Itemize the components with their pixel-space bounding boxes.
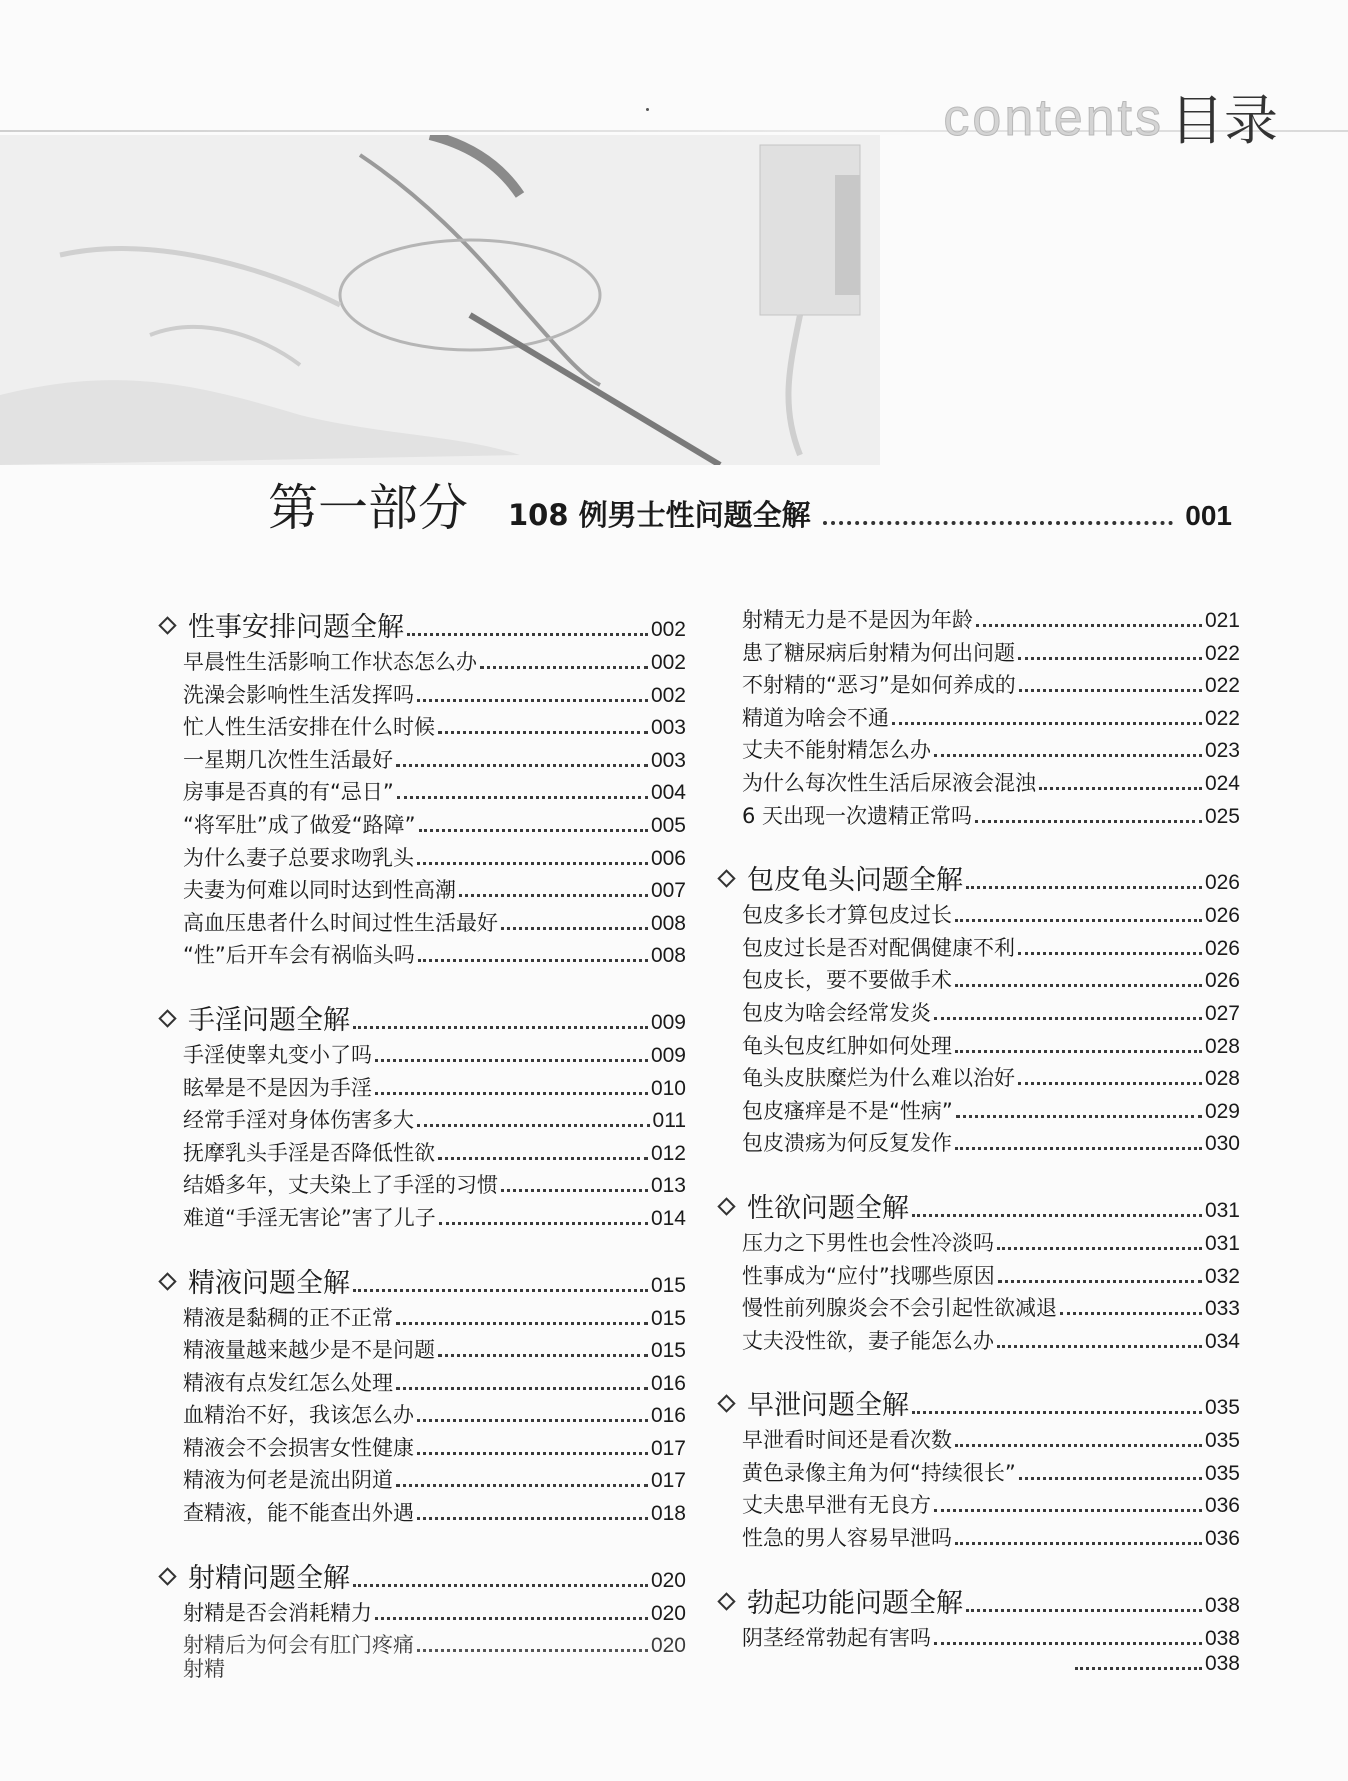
- page-number: 017: [650, 1469, 686, 1493]
- toc-entry[interactable]: [183, 744, 686, 777]
- entry-title: 眩晕是不是因为手淫: [183, 1075, 372, 1100]
- leader-dots: [396, 764, 648, 767]
- entry-title: 查精液，能不能查出外遇: [183, 1501, 414, 1526]
- section-heading: 包皮龟头问题全解: [747, 865, 963, 897]
- page-number: 015: [650, 1306, 686, 1330]
- toc-entry[interactable]: [742, 1457, 1240, 1490]
- entry-title: 不射精的“恶习”是如何养成的: [742, 673, 1016, 698]
- leader-dots: [955, 984, 1202, 987]
- page-number: 011: [652, 1109, 686, 1133]
- toc-entry[interactable]: [183, 1072, 686, 1105]
- leader-dots: [998, 1280, 1202, 1283]
- diamond-bullet-icon: [158, 1567, 176, 1585]
- part-title-row[interactable]: [508, 493, 1232, 534]
- leader-dots: [397, 796, 648, 799]
- leader-dots: [1060, 1312, 1202, 1315]
- toc-entry[interactable]: [183, 1629, 686, 1655]
- entry-title: 忙人性生活安排在什么时候: [183, 715, 435, 740]
- page-number: 025: [1204, 804, 1240, 828]
- leader-dots: [417, 1649, 648, 1652]
- page-number: 020: [650, 1601, 686, 1625]
- entry-title: 精液有点发红怎么处理: [183, 1370, 393, 1395]
- toc-entry[interactable]: [183, 1039, 686, 1072]
- entry-title: 包皮瘙痒是不是“性病”: [742, 1098, 953, 1123]
- page-number: 008: [650, 944, 686, 968]
- page-number: 035: [1204, 1396, 1240, 1420]
- page-number: 002: [650, 651, 686, 674]
- toc-entry[interactable]: [742, 1260, 1240, 1293]
- page-number: 018: [650, 1502, 686, 1526]
- leader-dots: [375, 1092, 648, 1095]
- entry-title: 精液会不会损害女性健康: [183, 1435, 414, 1460]
- toc-entry[interactable]: [183, 679, 686, 712]
- page-number: 026: [1204, 936, 1240, 960]
- toc-entry[interactable]: [742, 964, 1240, 997]
- entry-title: 经常手淫对身体伤害多大: [183, 1108, 414, 1133]
- toc-section: [742, 1388, 1240, 1554]
- entry-title: “将军肚”成了做爱“路障”: [183, 812, 416, 837]
- page-number: 035: [1204, 1461, 1240, 1485]
- toc-entry[interactable]: [742, 1489, 1240, 1522]
- leader-dots: [353, 1289, 648, 1292]
- part-heading: [268, 468, 1232, 540]
- toc-entry[interactable]: [183, 842, 686, 875]
- toc-right-column: [742, 604, 1240, 1711]
- toc-entry[interactable]: [183, 809, 686, 842]
- toc-entry[interactable]: [183, 1497, 686, 1530]
- scan-speck: [646, 108, 649, 111]
- leader-dots: [955, 1444, 1202, 1447]
- toc-entry[interactable]: [183, 1432, 686, 1465]
- page-number: 022: [1204, 674, 1240, 698]
- toc-entry[interactable]: [183, 907, 686, 940]
- page-number: 031: [1204, 1231, 1240, 1255]
- leader-dots: [934, 1017, 1202, 1020]
- page-number: 030: [1204, 1132, 1240, 1156]
- toc-entry[interactable]: [742, 899, 1240, 932]
- page-number: 036: [1204, 1527, 1240, 1551]
- entry-title: 射精后为何会有肛门疼痛: [183, 1633, 414, 1656]
- entry-title: 为什么每次性生活后尿液会混浊: [742, 770, 1036, 795]
- leader-dots: [353, 1584, 648, 1587]
- leader-dots: [1018, 1082, 1202, 1085]
- toc-section: [742, 863, 1240, 1160]
- entry-title: 抚摩乳头手淫是否降低性欲: [183, 1140, 435, 1165]
- page-number: 012: [650, 1141, 686, 1165]
- section-heading: 射精问题全解: [188, 1562, 350, 1594]
- page-number: 004: [650, 781, 686, 805]
- entry-title: 包皮长，要不要做手术: [742, 968, 952, 993]
- page-number: 022: [1204, 641, 1240, 665]
- entry-title: 6 天出现一次遗精正常吗: [742, 803, 973, 828]
- page-number: 003: [650, 716, 686, 740]
- leader-dots: [396, 1322, 648, 1325]
- leader-dots: [966, 1609, 1202, 1612]
- section-heading: 性事安排问题全解: [188, 612, 404, 643]
- part-page-number: 001: [1185, 500, 1232, 531]
- toc-entry[interactable]: [742, 1127, 1240, 1160]
- page-number: 022: [1204, 706, 1240, 730]
- page-number: 005: [650, 813, 686, 837]
- leader-dots: [955, 1542, 1202, 1545]
- toc-entry[interactable]: [742, 702, 1240, 735]
- entry-title: 结婚多年，丈夫染上了手淫的习惯: [183, 1173, 498, 1198]
- section-heading-row[interactable]: [742, 863, 1240, 899]
- leader-dots: [997, 1247, 1202, 1250]
- toc-entry[interactable]: [742, 1522, 1240, 1555]
- toc-entry[interactable]: [183, 1169, 686, 1202]
- entry-title: 龟头皮肤糜烂为什么难以治好: [742, 1066, 1015, 1091]
- leader-dots: [438, 1354, 648, 1357]
- toc-entry[interactable]: [183, 1302, 686, 1335]
- leader-dots: [417, 1419, 648, 1422]
- leader-dots: [438, 731, 648, 734]
- entry-title: 黄色录像主角为何“持续很长”: [742, 1460, 1016, 1485]
- toc-entry[interactable]: [183, 874, 686, 907]
- page-number: 038: [1204, 1626, 1240, 1648]
- toc-entry[interactable]: [742, 1424, 1240, 1457]
- section-heading-row[interactable]: [742, 1388, 1240, 1424]
- leader-dots: [501, 1189, 648, 1192]
- toc-section: [183, 1266, 686, 1530]
- leader-dots: [396, 1387, 648, 1390]
- entry-title: 丈夫没性欲，妻子能怎么办: [742, 1328, 994, 1353]
- toc-section: [183, 1561, 686, 1684]
- section-heading-row[interactable]: [183, 1561, 686, 1597]
- part-title: 108 例男士性问题全解: [508, 498, 811, 532]
- leader-dots: [480, 666, 648, 669]
- entry-title: 射精无力是不是因为年龄: [742, 608, 973, 632]
- leader-dots: [459, 894, 648, 897]
- entry-title: 压力之下男性也会性冷淡吗: [742, 1230, 994, 1255]
- section-heading: 早泄问题全解: [747, 1390, 909, 1422]
- toc-entry[interactable]: [183, 1464, 686, 1497]
- diamond-bullet-icon: [717, 1197, 735, 1215]
- leader-dots: [1019, 689, 1202, 692]
- toc-entry[interactable]: [742, 669, 1240, 702]
- page-number: 015: [650, 1273, 686, 1297]
- entry-title: 患了糖尿病后射精为何出问题: [742, 640, 1015, 665]
- toc-entry[interactable]: [183, 1202, 686, 1235]
- toc-section: [742, 1191, 1240, 1357]
- leader-dots: [955, 1050, 1202, 1053]
- page-number: 023: [1204, 739, 1240, 763]
- leader-dots: [417, 1517, 648, 1520]
- leader-dots: [407, 633, 648, 636]
- entry-title: 阴茎经常勃起有害吗: [742, 1625, 931, 1648]
- page-number: 009: [650, 1010, 686, 1034]
- page-number: 020: [650, 1634, 686, 1656]
- entry-title: 丈夫患早泄有无良方: [742, 1493, 931, 1518]
- toc-entry[interactable]: [183, 1367, 686, 1400]
- toc-entry[interactable]: [742, 1622, 1240, 1648]
- page-number: 027: [1204, 1001, 1240, 1025]
- toc-entry[interactable]: [183, 711, 686, 744]
- diamond-bullet-icon: [158, 1009, 176, 1027]
- toc-entry[interactable]: [742, 1030, 1240, 1063]
- toc-entry[interactable]: [742, 1292, 1240, 1325]
- diamond-bullet-icon: [717, 1592, 735, 1610]
- entry-title: 精液为何老是流出阴道: [183, 1468, 393, 1493]
- toc-title: 目录: [1170, 89, 1278, 152]
- leader-dots: [439, 1222, 648, 1225]
- toc-section: [742, 1586, 1240, 1681]
- toc-entry[interactable]: [742, 1648, 1240, 1681]
- toc-entry[interactable]: [183, 776, 686, 809]
- leader-dots: [934, 754, 1202, 757]
- leader-dots: [823, 521, 1174, 525]
- leader-dots: [892, 722, 1202, 725]
- page-number: 038: [1204, 1651, 1240, 1675]
- page-number: 028: [1204, 1067, 1240, 1091]
- page-number: 028: [1204, 1034, 1240, 1058]
- leader-dots: [934, 1642, 1202, 1645]
- entry-title: 夫妻为何难以同时达到性高潮: [183, 878, 456, 903]
- leader-dots: [956, 1115, 1202, 1118]
- entry-title: 早晨性生活影响工作状态怎么办: [183, 650, 477, 674]
- section-heading-row[interactable]: [183, 1266, 686, 1302]
- toc-entry[interactable]: [183, 1104, 686, 1137]
- leader-dots: [912, 1411, 1202, 1414]
- entry-title: 精道为啥会不通: [742, 705, 889, 730]
- toc-entry[interactable]: [742, 1227, 1240, 1260]
- page-number: 031: [1204, 1198, 1240, 1222]
- section-heading: 手淫问题全解: [188, 1004, 350, 1036]
- part-label: 第一部分: [268, 479, 468, 537]
- toc-entry[interactable]: [183, 939, 686, 972]
- entry-title: 房事是否真的有“忌日”: [183, 780, 394, 805]
- page-number: 033: [1204, 1297, 1240, 1321]
- leader-dots: [976, 624, 1202, 627]
- toc-entry-partial[interactable]: [183, 1655, 686, 1683]
- page-number: 038: [1204, 1593, 1240, 1617]
- entry-title: 难道“手淫无害论”害了儿子: [183, 1205, 436, 1230]
- toc-entry[interactable]: [742, 997, 1240, 1030]
- photo-illustration: [0, 135, 880, 465]
- toc-entry[interactable]: [742, 637, 1240, 670]
- entry-title: 包皮溃疡为何反复发作: [742, 1131, 952, 1156]
- toc-entry[interactable]: [742, 800, 1240, 833]
- leader-dots: [417, 699, 648, 702]
- page-number: 010: [650, 1076, 686, 1100]
- contents-heading: [943, 78, 1278, 152]
- header-photo: [0, 135, 880, 465]
- entry-title: 血精治不好，我该怎么办: [183, 1403, 414, 1428]
- leader-dots: [1018, 952, 1202, 955]
- leader-dots: [1019, 1477, 1202, 1480]
- entry-title: 丈夫不能射精怎么办: [742, 738, 931, 763]
- entry-title: 龟头包皮红肿如何处理: [742, 1033, 952, 1058]
- contents-word: contents: [943, 89, 1164, 147]
- entry-title: 早泄看时间还是看次数: [742, 1428, 952, 1453]
- section-heading-row[interactable]: [183, 610, 686, 646]
- page-number: 006: [650, 846, 686, 870]
- section-heading-row[interactable]: [742, 1586, 1240, 1622]
- leader-dots: [375, 1059, 648, 1062]
- leader-dots: [975, 820, 1202, 823]
- section-heading: 性欲问题全解: [747, 1192, 909, 1224]
- section-heading-row[interactable]: [742, 1191, 1240, 1227]
- entry-title: 射精: [183, 1657, 225, 1682]
- entry-title: 性事成为“应付”找哪些原因: [742, 1263, 995, 1288]
- page-number: 003: [650, 748, 686, 772]
- toc-entry[interactable]: [183, 1137, 686, 1170]
- toc-entry[interactable]: [742, 767, 1240, 800]
- toc-entry[interactable]: [742, 1325, 1240, 1358]
- page-number: 026: [1204, 969, 1240, 993]
- leader-dots: [417, 1452, 648, 1455]
- page-number: 007: [650, 879, 686, 903]
- page-number: 029: [1204, 1099, 1240, 1123]
- leader-dots: [419, 829, 648, 832]
- page-number: 017: [650, 1436, 686, 1460]
- page-number: 014: [650, 1206, 686, 1230]
- page-number: 021: [1204, 609, 1240, 632]
- diamond-bullet-icon: [717, 869, 735, 887]
- entry-title: “性”后开车会有祸临头吗: [183, 943, 415, 968]
- toc-section-continued: [742, 604, 1240, 832]
- page-number: 026: [1204, 871, 1240, 895]
- entry-title: 精液量越来越少是不是问题: [183, 1338, 435, 1363]
- toc-left-column: [183, 610, 686, 1714]
- leader-dots: [353, 1026, 648, 1029]
- toc-section: [183, 610, 686, 972]
- page-number: 009: [650, 1043, 686, 1067]
- leader-dots: [1075, 1667, 1202, 1670]
- entry-title: 精液是黏稠的正不正常: [183, 1305, 393, 1330]
- toc-entry[interactable]: [742, 932, 1240, 965]
- leader-dots: [1018, 657, 1202, 660]
- section-heading: 精液问题全解: [188, 1267, 350, 1299]
- toc-entry[interactable]: [742, 1095, 1240, 1128]
- page-number: 032: [1204, 1264, 1240, 1288]
- page-number: 034: [1204, 1329, 1240, 1353]
- leader-dots: [417, 862, 648, 865]
- page-number: 024: [1204, 771, 1240, 795]
- toc-entry[interactable]: [742, 1062, 1240, 1095]
- leader-dots: [501, 927, 648, 930]
- leader-dots: [375, 1617, 648, 1620]
- page-number: 015: [650, 1339, 686, 1363]
- page-number: 016: [650, 1371, 686, 1395]
- leader-dots: [934, 1509, 1202, 1512]
- page-number: 036: [1204, 1494, 1240, 1518]
- toc-entry[interactable]: [183, 1399, 686, 1432]
- entry-title: 一星期几次性生活最好: [183, 747, 393, 772]
- diamond-bullet-icon: [158, 1272, 176, 1290]
- toc-entry[interactable]: [742, 734, 1240, 767]
- toc-entry[interactable]: [742, 604, 1240, 637]
- page-number: 016: [650, 1404, 686, 1428]
- entry-title: 洗澡会影响性生活发挥吗: [183, 682, 414, 707]
- leader-dots: [912, 1214, 1202, 1217]
- leader-dots: [417, 1124, 650, 1127]
- entry-title: 包皮过长是否对配偶健康不利: [742, 935, 1015, 960]
- toc-entry[interactable]: [183, 1334, 686, 1367]
- leader-dots: [966, 886, 1202, 889]
- leader-dots: [396, 1484, 648, 1487]
- entry-title: 包皮为啥会经常发炎: [742, 1000, 931, 1025]
- page-number: 008: [650, 911, 686, 935]
- toc-entry[interactable]: [183, 1597, 686, 1630]
- page-number: 026: [1204, 904, 1240, 928]
- entry-title: 性急的男人容易早泄吗: [742, 1526, 952, 1551]
- page-number: 013: [650, 1174, 686, 1198]
- diamond-bullet-icon: [158, 616, 176, 634]
- leader-dots: [955, 919, 1202, 922]
- leader-dots: [418, 959, 648, 962]
- diamond-bullet-icon: [717, 1395, 735, 1413]
- toc-entry[interactable]: [183, 646, 686, 679]
- entry-title: 慢性前列腺炎会不会引起性欲减退: [742, 1296, 1057, 1321]
- entry-title: 射精是否会消耗精力: [183, 1600, 372, 1625]
- leader-dots: [438, 1157, 648, 1160]
- page-number: 020: [650, 1568, 686, 1592]
- page-number: 002: [650, 683, 686, 707]
- section-heading: 勃起功能问题全解: [747, 1587, 963, 1619]
- toc-section: [183, 1003, 686, 1235]
- page-number: 035: [1204, 1429, 1240, 1453]
- section-heading-row[interactable]: [183, 1003, 686, 1039]
- entry-title: 为什么妻子总要求吻乳头: [183, 845, 414, 870]
- entry-title: 高血压患者什么时间过性生活最好: [183, 910, 498, 935]
- page-number: 002: [650, 618, 686, 641]
- leader-dots: [997, 1345, 1202, 1348]
- entry-title: 包皮多长才算包皮过长: [742, 903, 952, 928]
- leader-dots: [1039, 787, 1202, 790]
- leader-dots: [955, 1147, 1202, 1150]
- entry-title: 手淫使睾丸变小了吗: [183, 1042, 372, 1067]
